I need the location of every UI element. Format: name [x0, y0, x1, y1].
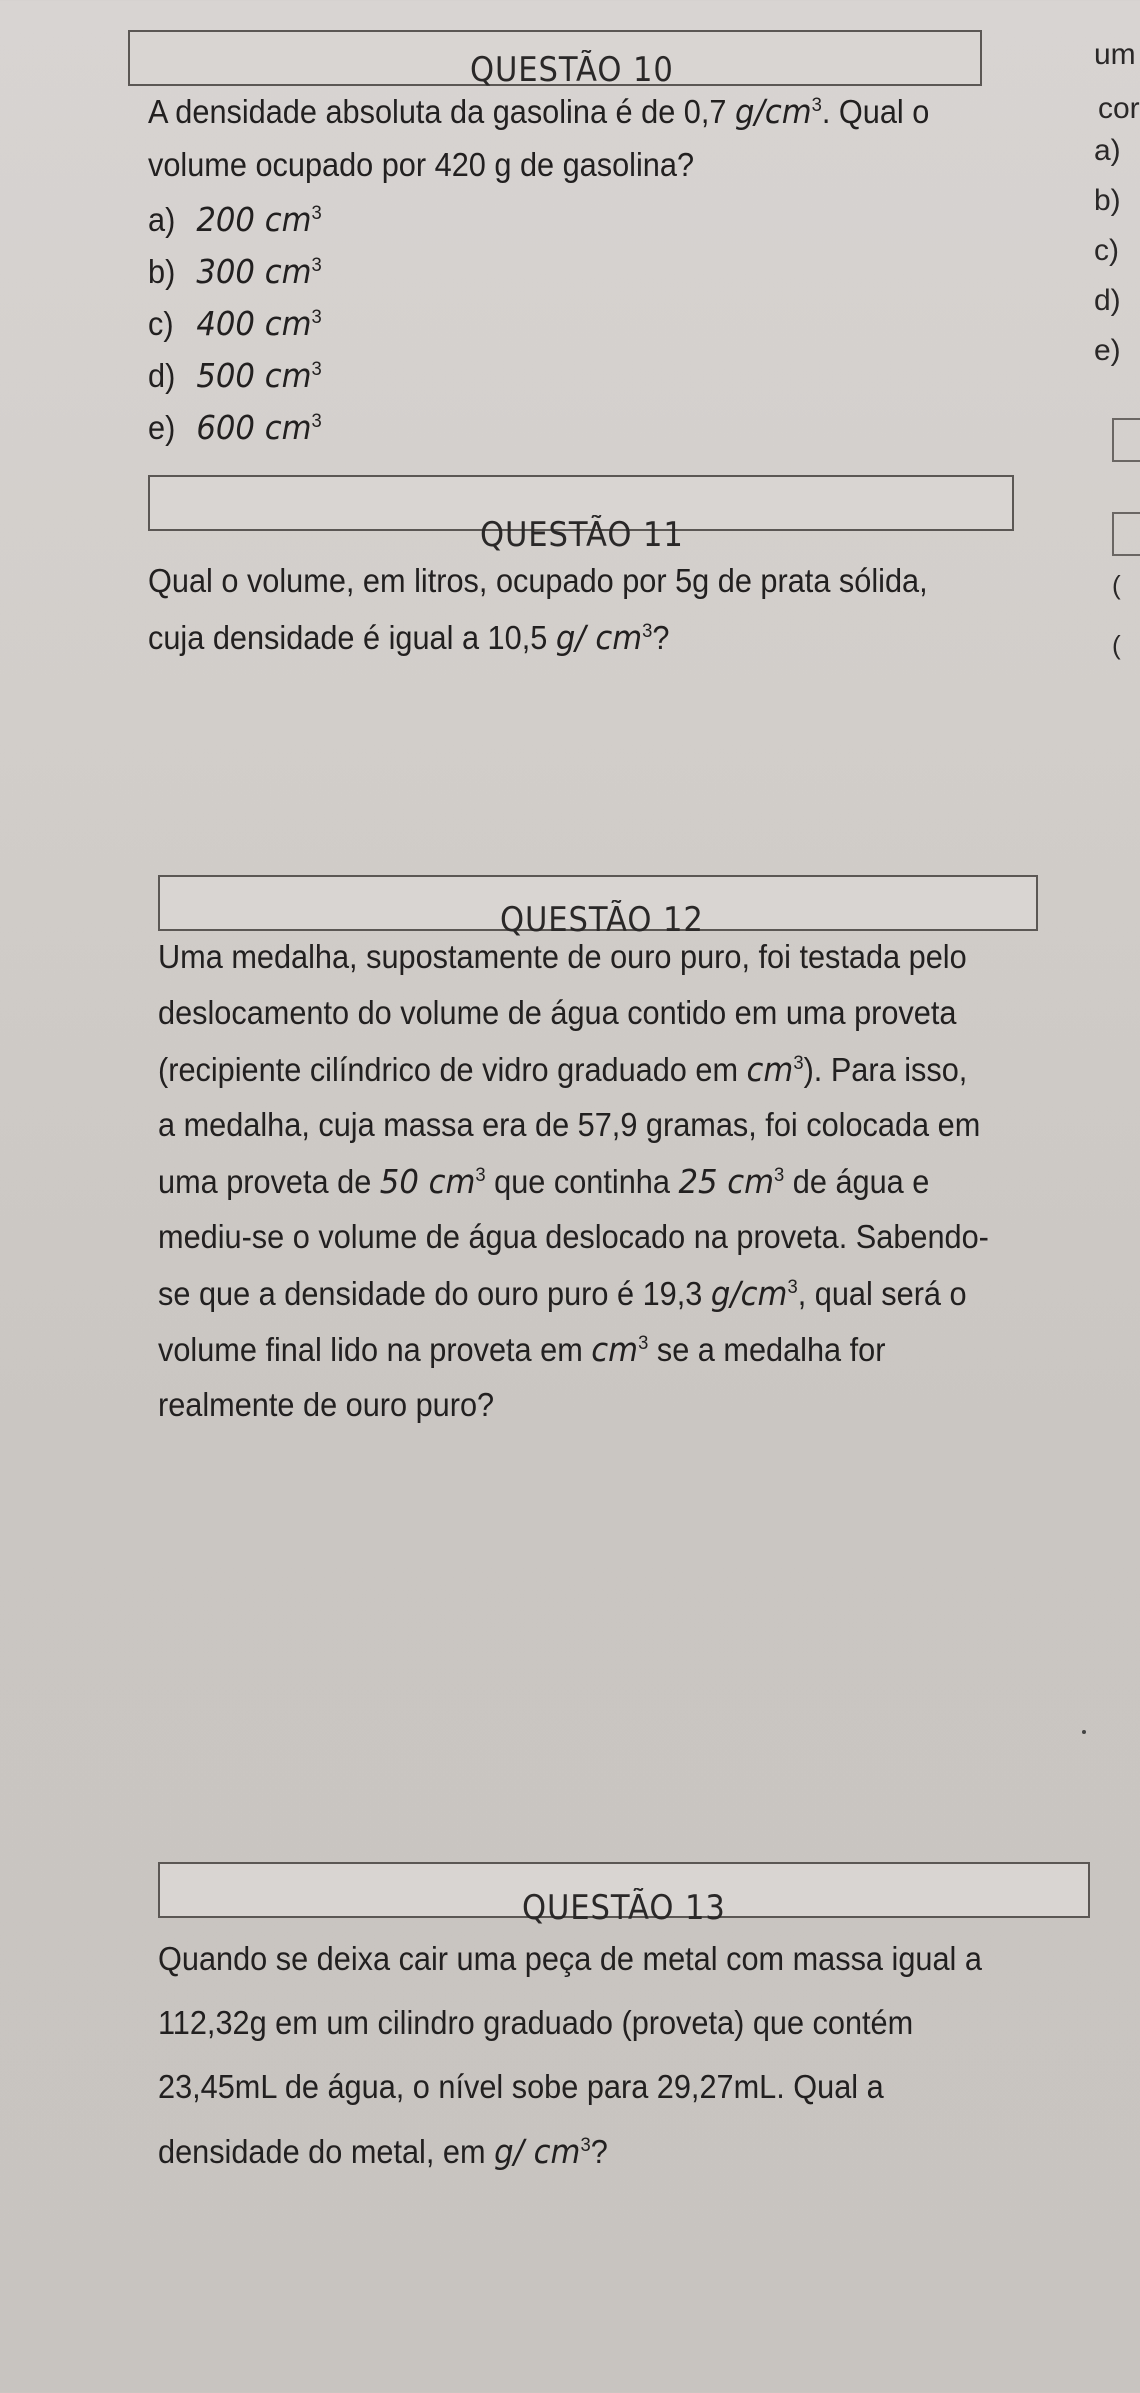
right-column-text-1: um [1094, 38, 1136, 71]
question-12-title: QUESTÃO 12 [500, 900, 704, 940]
question-13-line-4: densidade do metal, em g/ $cm^3$? [158, 2132, 608, 2171]
question-13-line-3: 23,45mL de água, o nível sobe para 29,27mL. Qual a [158, 2068, 884, 2105]
question-10-option-d[interactable]: d) 500 $cm^3$ [148, 356, 322, 395]
question-10-stem-line-2: volume ocupado por 420 g de gasolina? [148, 146, 695, 183]
right-column-letter-a: a) [1094, 134, 1121, 167]
question-13-line-2: 112,32g em um cilindro graduado (proveta) que contém [158, 2004, 914, 2041]
question-12-line-3: (recipiente cilíndrico de vidro graduado em $cm^3$). Para isso, [158, 1050, 968, 1089]
stray-mark [1082, 1730, 1086, 1734]
question-12-line-6: mediu-se o volume de água deslocado na proveta. Sabendo- [158, 1218, 989, 1255]
right-column-box-1 [1112, 418, 1140, 462]
question-12-line-5: uma proveta de 50 $cm^3$ que continha 25 $cm^3$ de água e [158, 1162, 930, 1201]
right-column-fragment-2: ( [1112, 630, 1121, 660]
question-12-line-1: Uma medalha, supostamente de ouro puro, foi testada pelo [158, 938, 967, 975]
question-13-line-1: Quando se deixa cair uma peça de metal com massa igual a [158, 1940, 982, 1977]
right-column-box-2 [1112, 512, 1140, 556]
question-10-option-c[interactable]: c) 400 $cm^3$ [148, 304, 322, 343]
right-column-letter-c: c) [1094, 234, 1119, 267]
question-10-title: QUESTÃO 10 [470, 50, 674, 90]
right-column-fragment-1: ( [1112, 570, 1121, 600]
question-12-line-4: a medalha, cuja massa era de 57,9 gramas, foi colocada em [158, 1106, 981, 1143]
question-10-option-b[interactable]: b) 300 $cm^3$ [148, 252, 322, 291]
question-10-option-e[interactable]: e) 600 $cm^3$ [148, 408, 322, 447]
question-10-stem-line-1: A densidade absoluta da gasolina é de 0,7 $g/cm^3$. Qual o [148, 92, 930, 131]
question-11-title: QUESTÃO 11 [480, 515, 684, 555]
right-column-letter-d: d) [1094, 284, 1121, 317]
question-12-line-7: se que a densidade do ouro puro é 19,3 $g/cm^3$, qual será o [158, 1274, 967, 1313]
right-column-letter-e: e) [1094, 334, 1121, 367]
question-12-line-8: volume final lido na proveta em $cm^3$ se a medalha for [158, 1330, 886, 1369]
right-column-text-2: cor [1098, 92, 1140, 125]
question-12-line-9: realmente de ouro puro? [158, 1386, 495, 1423]
right-column-letter-b: b) [1094, 184, 1121, 217]
question-11-line-1: Qual o volume, em litros, ocupado por 5g de prata sólida, [148, 562, 928, 599]
question-13-title: QUESTÃO 13 [522, 1888, 726, 1928]
question-11-line-2: cuja densidade é igual a 10,5 g/ $cm^3$? [148, 618, 670, 657]
question-10-option-a[interactable]: a) 200 $cm^3$ [148, 200, 322, 239]
question-12-line-2: deslocamento do volume de água contido em uma proveta [158, 994, 957, 1031]
